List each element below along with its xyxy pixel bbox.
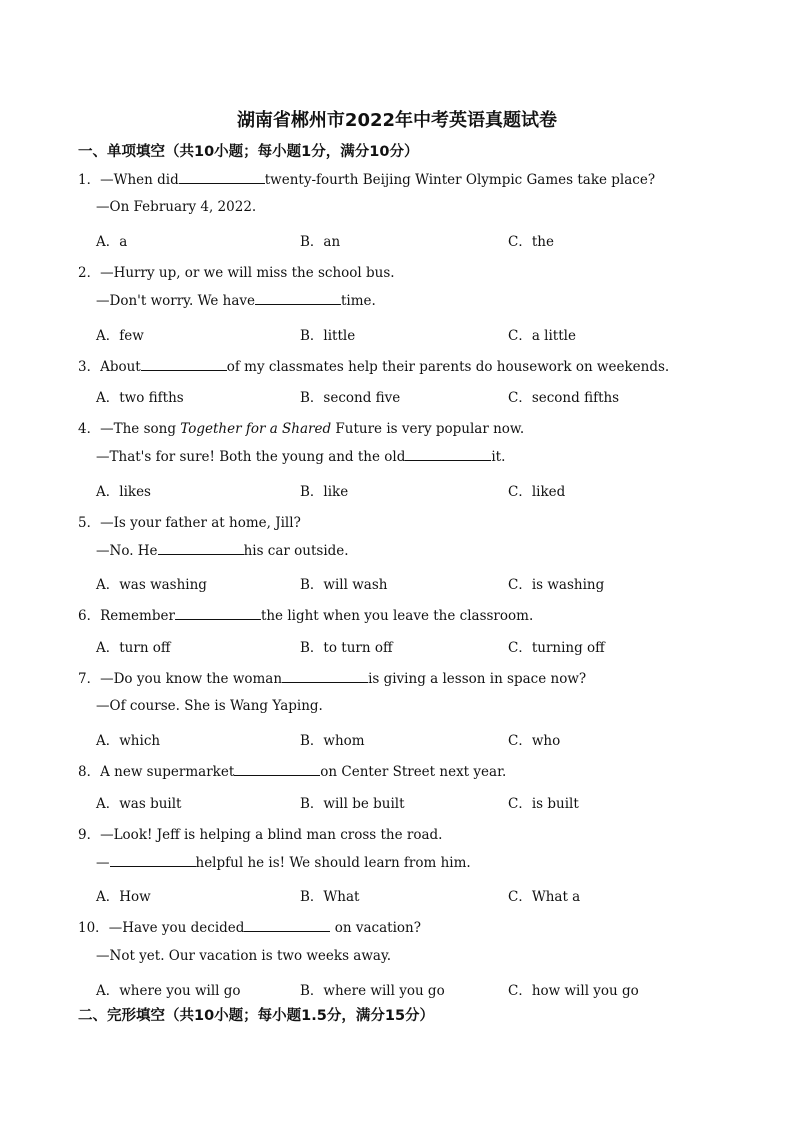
option-b: B．whom (300, 733, 365, 749)
question-7-reply: —Of course. She is Wang Yaping. (96, 698, 323, 714)
option-a: A．where you will go (96, 983, 241, 999)
question-text: twenty-fourth Beijing Winter Olympic Games take place? (264, 172, 656, 188)
question-number: 5． (78, 515, 101, 531)
question-10 (78, 916, 421, 936)
question-text: About (100, 359, 141, 375)
question-number: 9． (78, 827, 101, 843)
option-c: C．who (508, 733, 561, 749)
question-2 (78, 261, 395, 281)
option-b: B．will be built (300, 796, 405, 812)
question-8 (78, 760, 506, 780)
option-c: C．What a (508, 889, 581, 905)
option-b: B．What (300, 889, 360, 905)
option-a: A．two fifths (96, 390, 184, 406)
answer-blank (405, 448, 491, 461)
option-b: B．to turn off (300, 640, 393, 656)
question-text: —Have you decided (108, 920, 245, 936)
option-a: A．few (96, 328, 144, 344)
option-c: C．turning off (508, 640, 605, 656)
answer-blank (141, 358, 227, 371)
option-a: A．turn off (96, 640, 171, 656)
question-9 (78, 823, 442, 843)
question-text: Remember (100, 608, 175, 624)
option-b: B．little (300, 328, 356, 344)
option-b: B．second five (300, 390, 401, 406)
question-text: —Is your father at home, Jill? (100, 515, 301, 531)
option-a: A．was washing (96, 577, 207, 593)
answer-blank (179, 171, 265, 184)
question-text: is giving a lesson in space now? (368, 671, 587, 687)
option-c: C．liked (508, 484, 566, 500)
option-c: C．is built (508, 796, 579, 812)
section-heading-1: 一、单项填空（共10小题；每小题1分，满分10分） (78, 144, 419, 160)
question-2-reply: —Don't worry. We have time. (96, 293, 376, 309)
option-c: C．a little (508, 328, 576, 344)
answer-blank (158, 542, 244, 555)
option-c: C．is washing (508, 577, 605, 593)
option-c: C．how will you go (508, 983, 639, 999)
question-4 (78, 417, 524, 437)
option-c: C．second fifths (508, 390, 620, 406)
question-text: —Hurry up, or we will miss the school bus. (100, 265, 395, 281)
question-1-reply: —On February 4, 2022. (96, 199, 257, 215)
question-10-reply: —Not yet. Our vacation is two weeks away. (96, 948, 392, 964)
answer-blank (110, 854, 196, 867)
option-a: A．How (96, 889, 151, 905)
option-c: C．the (508, 234, 554, 250)
question-text: Future is very popular now. (331, 421, 525, 437)
question-7 (78, 667, 586, 687)
option-a: A．likes (96, 484, 151, 500)
question-text: of my classmates help their parents do housework on weekends. (226, 359, 670, 375)
question-5-reply: —No. He his car outside. (96, 543, 349, 559)
section-heading-2: 二、完形填空（共10小题；每小题1.5分，满分15分） (78, 1008, 435, 1024)
question-number: 10． (78, 920, 109, 936)
question-text: —Do you know the woman (100, 671, 283, 687)
option-b: B．where will you go (300, 983, 445, 999)
answer-blank (244, 919, 330, 932)
question-text: on vacation? (330, 920, 421, 936)
answer-blank (234, 763, 320, 776)
question-number: 1． (78, 172, 101, 188)
question-1 (78, 168, 655, 188)
question-text: —Look! Jeff is helping a blind man cross the road. (100, 827, 443, 843)
question-text: the light when you leave the classroom. (260, 608, 534, 624)
answer-blank (175, 607, 261, 620)
question-number: 2． (78, 265, 101, 281)
question-5 (78, 511, 301, 531)
answer-blank (282, 670, 368, 683)
question-number: 3． (78, 359, 101, 375)
question-number: 8． (78, 764, 101, 780)
question-text: —When did (100, 172, 179, 188)
question-number: 6． (78, 608, 101, 624)
option-a: A．was built (96, 796, 182, 812)
question-6 (78, 604, 533, 624)
question-text: A new supermarket (100, 764, 235, 780)
song-title: Together for a Shared (180, 421, 332, 437)
option-b: B．like (300, 484, 349, 500)
question-4-reply: —That's for sure! Both the young and the old it. (96, 449, 506, 465)
question-text: —The song (100, 421, 181, 437)
question-number: 4． (78, 421, 101, 437)
option-a: A．which (96, 733, 161, 749)
question-text: on Center Street next year. (320, 764, 507, 780)
question-9-reply: — helpful he is! We should learn from him. (96, 855, 471, 871)
question-number: 7． (78, 671, 101, 687)
option-a: A．a (96, 234, 128, 250)
option-b: B．will wash (300, 577, 388, 593)
option-b: B．an (300, 234, 341, 250)
question-3 (78, 355, 669, 375)
answer-blank (255, 292, 341, 305)
page-title: 湖南省郴州市2022年中考英语真题试卷 (236, 110, 558, 131)
